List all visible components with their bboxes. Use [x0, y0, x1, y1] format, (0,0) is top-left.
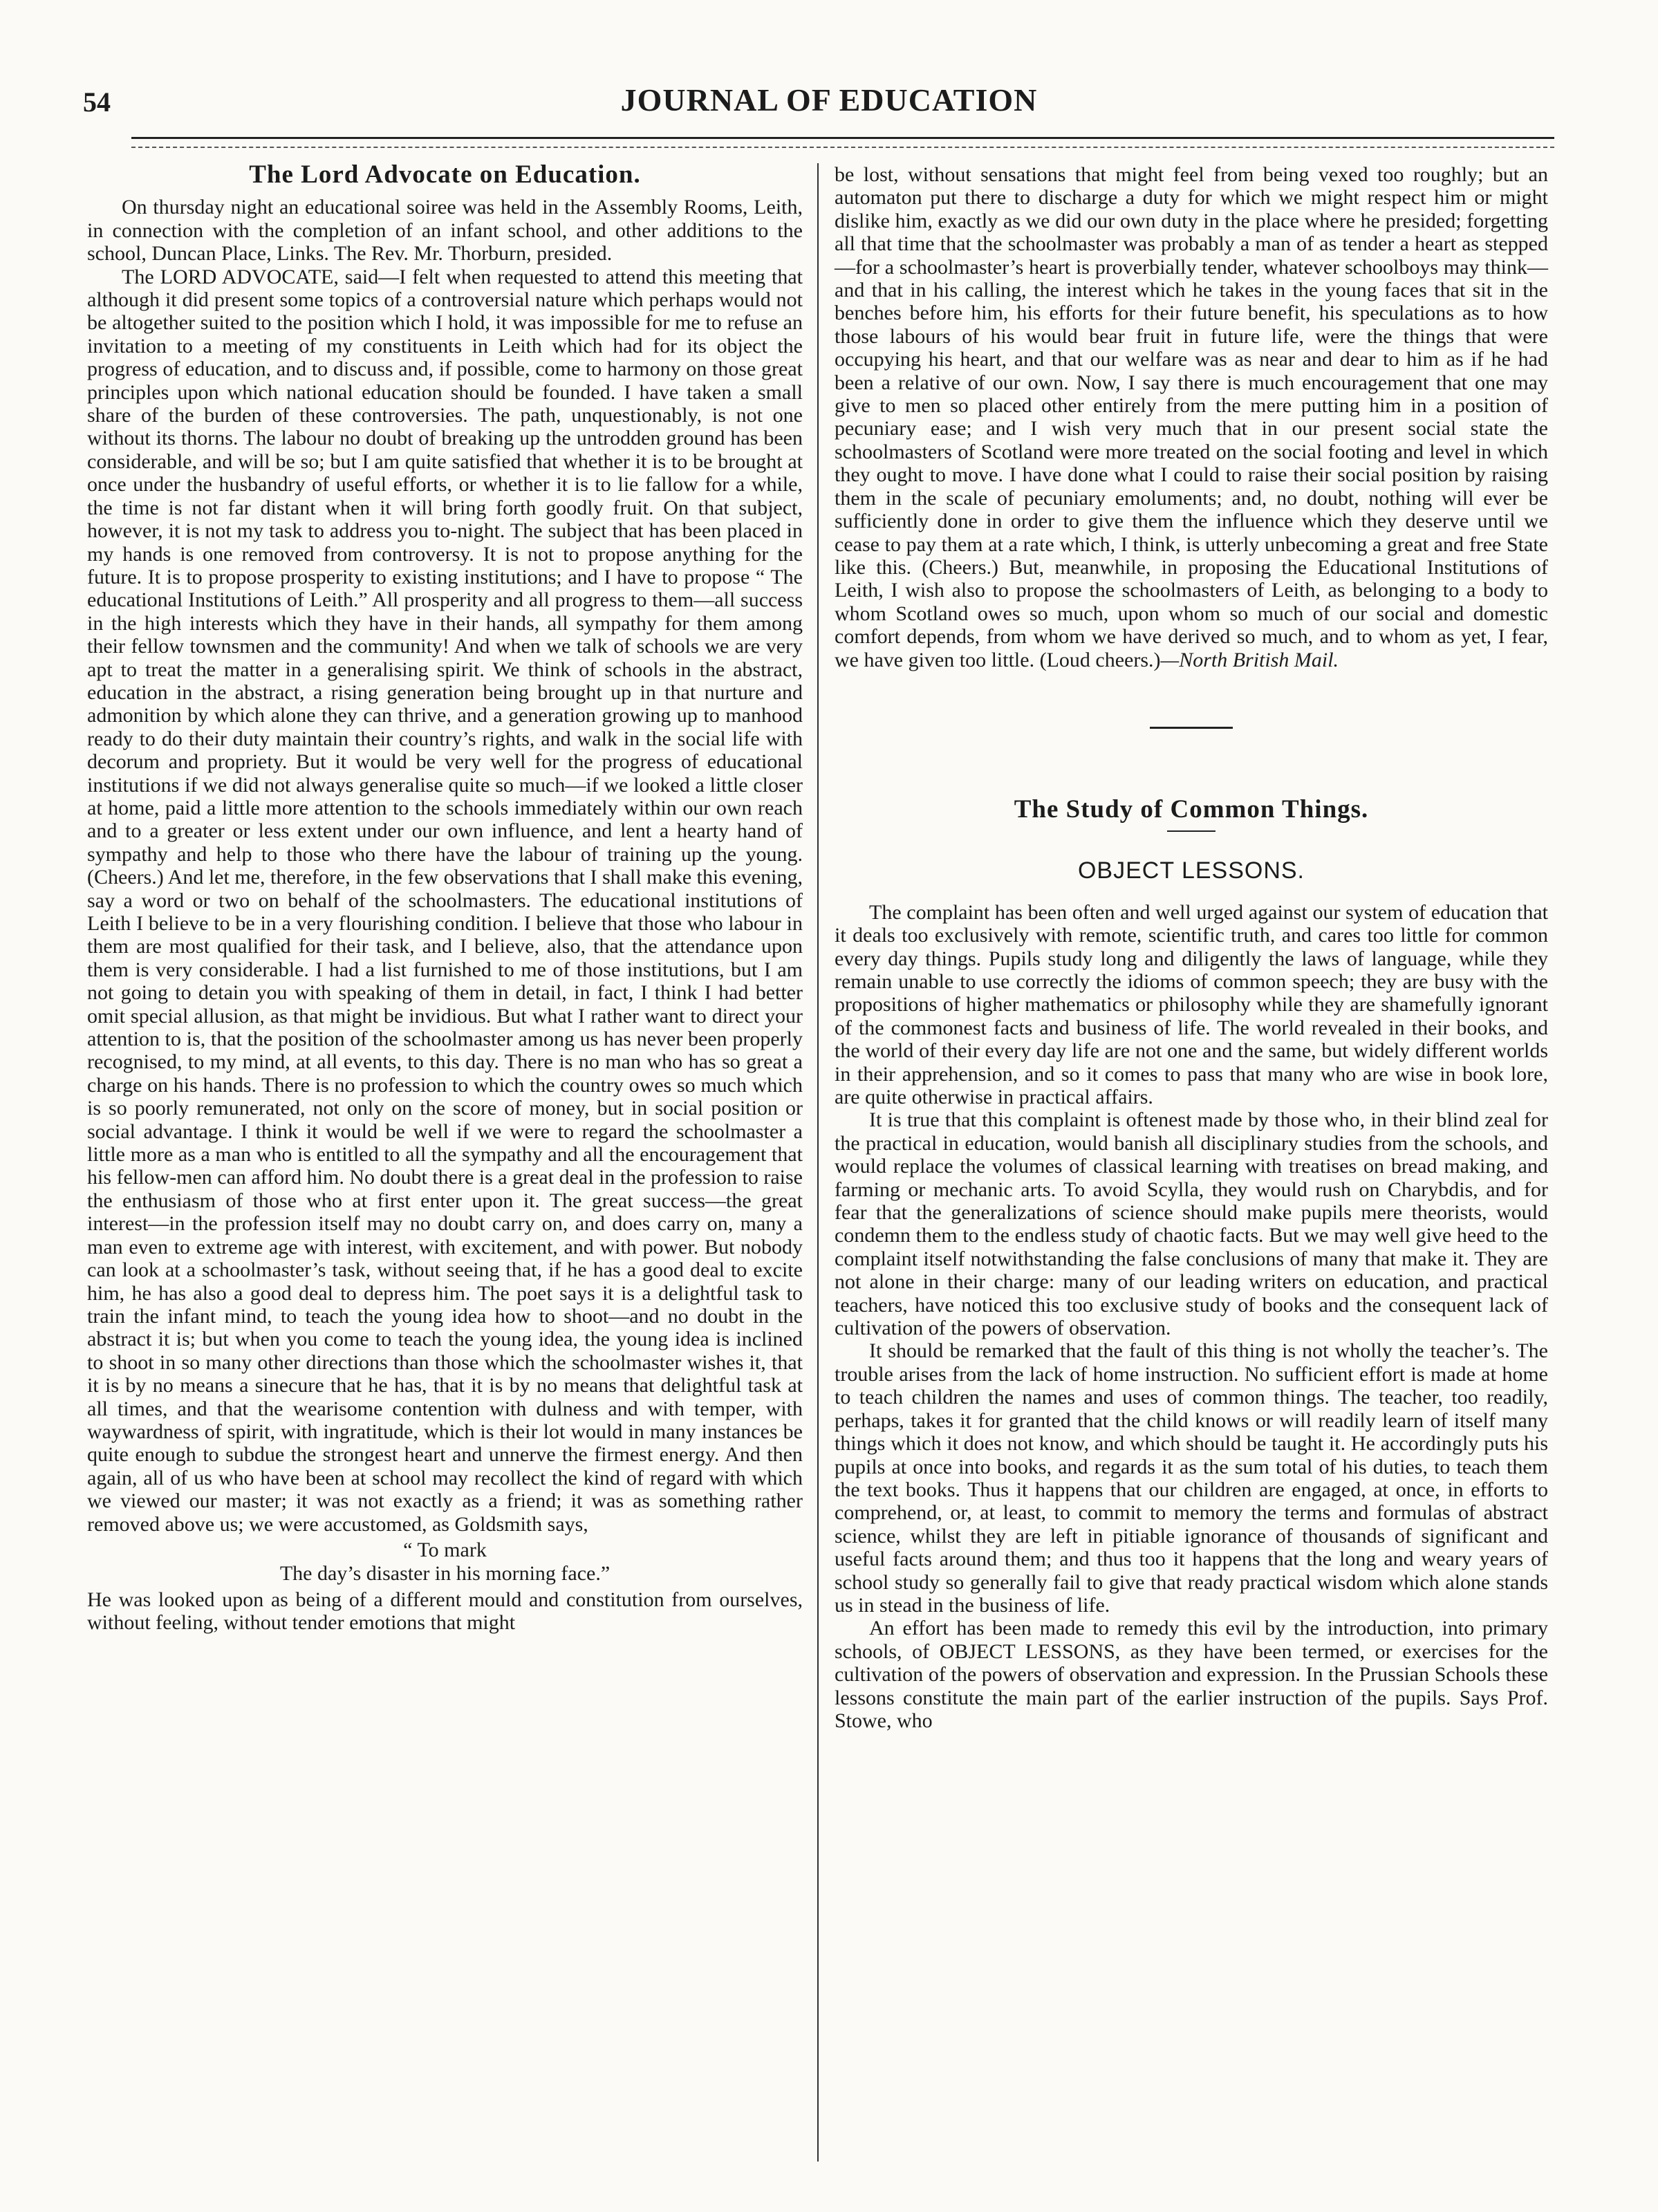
column-divider [817, 163, 819, 2162]
article-paragraph: It should be remarked that the fault of this thing is not wholly the teacher’s. The trouble arises from the lack of home instruction. No sufficient effort is made at home to teach children the names and uses of common things. The teacher, too readily, perhaps, takes it for granted that the child knows or will readily learn of itself many things which it does not know, and which should be taught it. He accordingly puts his pupils at once into books, and regards it as the sum total of his duties, to teach them the text books. Thus it happens that our children are engaged, at once, in efforts to comprehend, or, at least, to commit to memory the terms and formulas of abstract science, whilst they are left in pitiable ignorance of thousands of significant and useful facts around them; and thus too it happens that the long and weary years of school study so generally fail to give that ready practical wisdom which alone stands us in stead in the business of life. [835, 1339, 1548, 1617]
article-subtitle: OBJECT LESSONS. [1077, 857, 1305, 884]
article-paragraph: It is true that this complaint is oftenest made by those who, in their blind zeal for the practical in education, would banish all disciplinary studies from the schools, and would replace the volumes of classical learning with treatises on bread making, and farming or mechanic arts. To avoid Scylla, they would rush on Charybdis, and for fear that the generalizations of science should make pupils mere theorists, would condemn them to the endless study of chaotic facts. But we may well give heed to the complaint itself notwithstanding the false conclusions of many that make it. They are not alone in their charge: many of our leading writers on education, and practical teachers, have noticed this too exclusive study of books and the consequent lack of cultivation of the powers of observation. [835, 1108, 1548, 1340]
article-paragraph: An effort has been made to remedy this evil by the introduction, into primary schools, of OBJECT LESSONS, as they have been termed, or exercises for the cultivation of the powers of observation and expression. In the Prussian Schools these lessons constitute the main part of the earlier instruction of the pupils. Says Prof. Stowe, who [835, 1617, 1548, 1732]
article-paragraph: The complaint has been often and well urged against our system of education that it deals too exclusively with remote, scientific truth, and cares too little for common every day things. Pupils study long and diligently the laws of language, while they remain unable to use correctly the idioms of common speech; they are busy with the propositions of higher mathematics or philosophy while they are shamefully ignorant of the commonest facts and business of life. The world revealed in their books, and the world of their every day life are not one and the same, but widely different worlds in their apprehension, and so it comes to pass that many who are wise in book lore, are quite otherwise in practical affairs. [835, 900, 1548, 1108]
article-paragraph: On thursday night an educational soiree was held in the Assembly Rooms, Leith, in connection with the completion of an infant school, and other additions to the school, Duncan Place, Links. The Rev. Mr. Thorburn, presided. [87, 196, 803, 266]
page-number: 54 [83, 86, 111, 118]
verse-quote [87, 1539, 803, 1586]
article-separator [1150, 727, 1233, 729]
journal-title: JOURNAL OF EDUCATION [620, 82, 1038, 118]
verse-line: “ To mark [403, 1538, 487, 1561]
right-column [835, 163, 1548, 1732]
article-continuation [835, 163, 1548, 671]
article-paragraph: He was looked upon as being of a different mould and constitution from ourselves, without feeling, without tender emotions that might [87, 1588, 803, 1635]
verse-line: The day’s disaster in his morning face.” [279, 1561, 611, 1585]
header-dashed-rule [131, 147, 1554, 148]
article-title-common-things: The Study of Common Things. [1014, 794, 1369, 824]
source-attribution: —North British Mail. [1160, 648, 1339, 671]
continuation-text: be lost, without sensations that might feel from being vexed too roughly; but an automaton put there to discharge a duty for which we might respect him or might dislike him, exactly as we did our own duty in the place where he presided; forgetting all that time that the schoolmaster was probably a man of as tender a heart as stepped—for a schoolmaster’s heart is proverbially tender, whatever schoolboys may think—and that in his calling, the interest which he takes in the young faces that sit in the benches before him, his efforts for their future benefit, his speculations as to how those labours of his would bear fruit in future life, were the things that were occupying his heart, and that our welfare was as near and dear to him as if he had been a relative of our own. Now, I say there is much encouragement that one may give to men so placed other entirely from the mere putting him in a position of pecuniary ease; and I wish very much that in our present social state the schoolmasters of Scotland were more treated on the social footing and level in which they ought to move. I have done what I could to raise their social position by raising them in the scale of pecuniary emoluments; and, no doubt, nothing will ever be sufficiently done in order to give them the influence which they deserve until we cease to pay them at a rate which, I think, is utterly unbecoming a great and free State like this. (Cheers.) But, meanwhile, in proposing the Educational Institutions of Leith, I wish also to propose the schoolmasters of Leith, as belonging to a body to whom Scotland owes so much, upon whom so much of our social and domestic comfort depends, from whom we have derived so much, and to whom as yet, I fear, we have given too little. (Loud cheers.) [835, 163, 1548, 671]
left-column [87, 160, 803, 1635]
article-paragraph: The LORD ADVOCATE, said—I felt when requested to attend this meeting that although it did present some topics of a controversial nature which perhaps would not be altogether suited to the position which I hold, it was impossible for me to refuse an invitation to a meeting of my constituents in Leith which had for its object the progress of education, and to discuss and, if possible, come to harmony on those great principles upon which national education should be founded. I have taken a small share of the burden of these controversies. The path, unquestionably, is not one without its thorns. The labour no doubt of breaking up the untrodden ground has been considerable, and will be so; but I am quite satisfied that whether it is to be brought at once under the husbandry of useful efforts, or whether it is to lie fallow for a while, the time is not far distant when it will bring forth goodly fruit. On that subject, however, it is not my task to address you to-night. The subject that has been placed in my hands is one removed from controversy. It is not to propose anything for the future. It is to propose prosperity to existing institutions; and I have to propose “ The educational Institutions of Leith.” All prosperity and all progress to them—all success in the high interests which they have in their hands, all sympathy for them among their fellow townsmen and the community! And when we talk of schools we are very apt to treat the matter in a generalising spirit. We think of schools in the abstract, education in the abstract, a rising generation being brought up in that nurture and admonition by which alone they can thrive, and a generation growing up to manhood ready to do their duty maintain their country’s rights, and walk in the social life with decorum and propriety. But it would be very well for the progress of educational institutions if we did not always generalise quite so much—if we looked a little closer at home, paid a little more attention to the schools immediately within our own reach and to a greater or less extent under our own influence, and lent a hearty hand of sympathy and help to those who there have the labour of training up the young. (Cheers.) And let me, therefore, in the few observations that I shall make this evening, say a word or two on behalf of the schoolmasters. The educational institutions of Leith I believe to be in a very flourishing condition. I believe that those who labour in them are most qualified for their task, and I believe, also, that the attendance upon them is very considerable. I had a list furnished to me of those institutions, but I am not going to detain you with speaking of them in detail, in fact, I think I had better omit special allusion, as that might be invidious. But what I rather want to direct your attention to is, that the position of the schoolmaster among us has never been properly recognised, to my mind, at all events, to this day. There is no man who has so great a charge on his hands. There is no profession to which the country owes so much which is so poorly remunerated, not only on the score of money, but in social position or social advantage. I think it would be well if we were to regard the schoolmaster a little more as a man who is entitled to all the sympathy and all the encouragement that his fellow-men can afford him. No doubt there is a great deal in the profession to raise the enthusiasm of those who at first enter upon it. The great success—the great interest—in the profession itself may no doubt carry on, and does carry on, many a man even to extreme age with interest, with excitement, and with power. But nobody can look at a schoolmaster’s task, without seeing that, if he has a good deal to excite him, he has also a good deal to depress him. The poet says it is a delightful task to train the infant mind, to teach the young idea how to shoot—and no doubt in the abstract it is; but when you come to teach the young idea, the young idea is inclined to shoot in so many other directions than those which the schoolmaster wishes it, that it is by no means a sinecure that he has, that it is by no means that delightful task at all times, and that the wearisome contention with dulness and with temper, with waywardness of spirit, with ingratitude, which is their lot would in many instances be quite enough to subdue the strongest heart and unnerve the firmest energy. And then again, all of us who have been at school may recollect the kind of regard with which we viewed our master; it was not exactly as a friend; it was as something rather removed above us; we were accustomed, as Goldsmith says, [87, 265, 803, 1536]
page-header [0, 0, 1658, 138]
title-rule [1167, 830, 1215, 832]
header-rule [131, 137, 1554, 139]
article-title-lord-advocate: The Lord Advocate on Education. [249, 160, 641, 189]
